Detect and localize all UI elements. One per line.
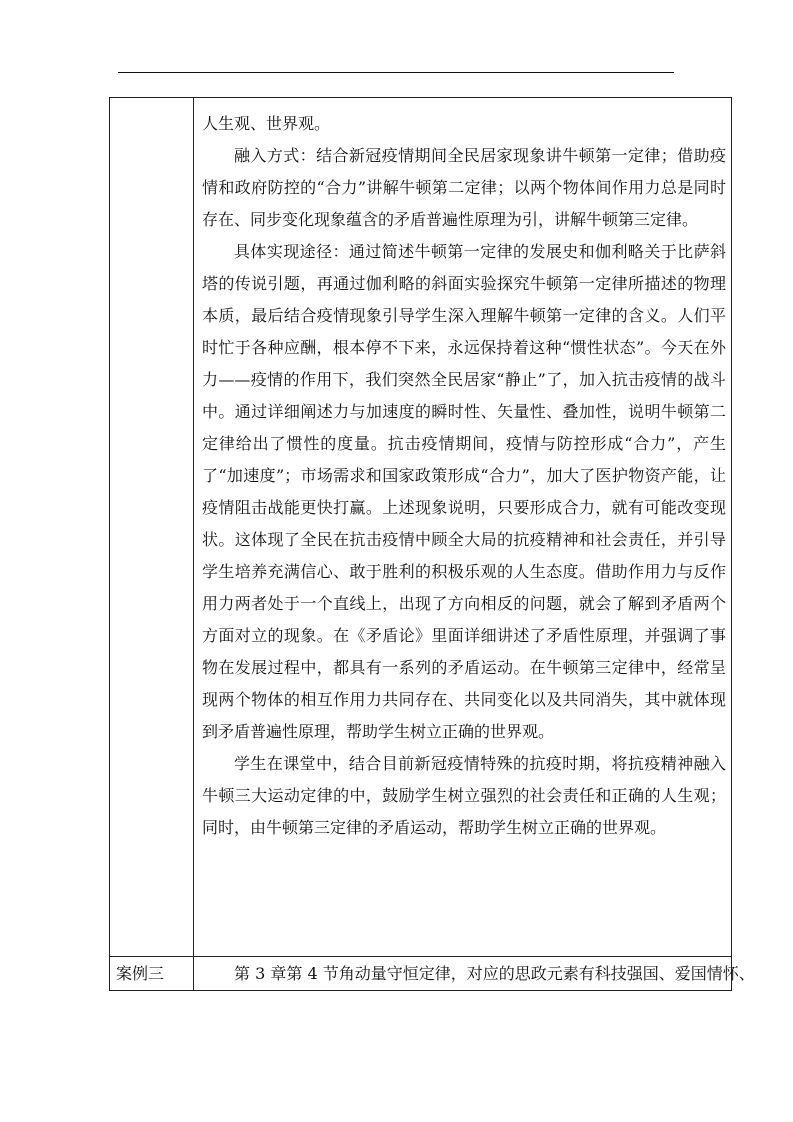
paragraph-classroom-summary: 学生在课堂中，结合目前新冠疫情特殊的抗疫时期，将抗疫精神融入牛顿三大运动定律的中，鼓励学生树立强烈的社会责任和正确的人生观；同时，由牛顿第三定律的矛盾运动，帮助学生树立正确的世界观。 (202, 754, 726, 837)
header-rule (118, 72, 674, 73)
case-text: 第 3 章第 4 节角动量守恒定律，对应的思政元素有科技强国、爱国情怀、 (234, 964, 755, 983)
table-row (110, 957, 755, 990)
table-row (110, 98, 731, 957)
paragraph-continuation: 人生观、世界观。 (202, 114, 331, 133)
row-label-cell (110, 98, 194, 956)
row-content-cell (195, 98, 731, 956)
case-label: 案例三 (116, 964, 165, 983)
content-table (109, 97, 755, 991)
row-label-cell (110, 957, 194, 990)
paragraph-integration-method: 融入方式：结合新冠疫情期间全民居家现象讲牛顿第一定律；借助疫情和政府防控的“合力”讲解牛顿第二定律；以两个物体间作用力总是同时存在、同步变化现象蕴含的矛盾普遍性原理为引，讲解牛顿第三定律。 (202, 146, 726, 229)
row-content-cell (195, 957, 755, 990)
paragraph-implementation-path: 具体实现途径：通过简述牛顿第一定律的发展史和伽利略关于比萨斜塔的传说引题，再通过伽利略的斜面实验探究牛顿第一定律所描述的物理本质，最后结合疫情现象引导学生深入理解牛顿第一定律的含义。人们平时忙于各种应酬，根本停不下来，永远保持着这种“惯性状态”。今天在外力——疫情的作用下，我们突然全民居家“静止”了，加入抗击疫情的战斗中。通过详细阐述力与加速度的瞬时性、矢量性、叠加性，说明牛顿第二定律给出了惯性的度量。抗击疫情期间，疫情与防控形成“合力”，产生了“加速度”；市场需求和国家政策形成“合力”，加大了医护物资产能，让疫情阻击战能更快打赢。上述现象说明，只要形成合力，就有可能改变现状。这体现了全民在抗击疫情中顾全大局的抗疫精神和社会责任，并引导学生培养充满信心、敢于胜利的积极乐观的人生态度。借助作用力与反作用力两者处于一个直线上，出现了方向相反的问题，就会了解到矛盾两个方面对立的现象。在《矛盾论》里面详细讲述了矛盾性原理，并强调了事物在发展过程中，都具有一系列的矛盾运动。在牛顿第三定律中，经常呈现两个物体的相互作用力共同存在、共同变化以及共同消失，其中就体现到矛盾普遍性原理，帮助学生树立正确的世界观。 (202, 242, 726, 741)
cell-text (202, 108, 726, 844)
